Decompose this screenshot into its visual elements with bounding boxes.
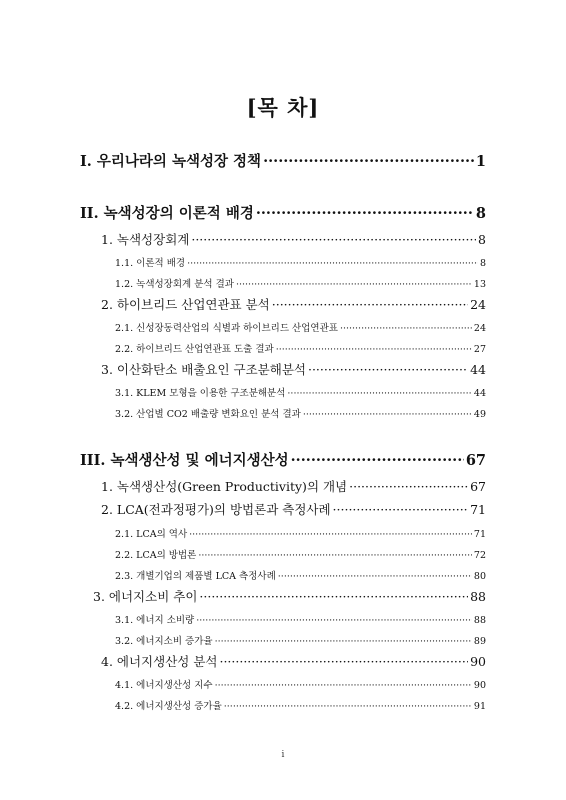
- toc-entry-subsection[interactable]: [115, 568, 486, 582]
- toc-entry-section[interactable]: [101, 360, 486, 378]
- toc-entry-section[interactable]: [93, 587, 486, 605]
- toc-entry-subsection[interactable]: [115, 612, 486, 626]
- toc-entry-page: 24: [473, 323, 486, 334]
- toc-entry-page: 49: [473, 409, 486, 420]
- dot-leader: [340, 323, 472, 334]
- toc-entry-label: 4. 에너지생산성 분석: [101, 654, 218, 669]
- toc-entry-label: 2.1. LCA의 역사: [115, 529, 188, 540]
- dot-leader: [256, 205, 474, 222]
- toc-entry-label: 3. 에너지소비 추이: [93, 589, 198, 604]
- toc-entry-label: 1. 녹색성장회계: [101, 232, 190, 247]
- toc-entry-label: 1.1. 이론적 배경: [115, 258, 186, 269]
- toc-entry-page: 88: [470, 589, 486, 604]
- dot-leader: [224, 701, 472, 712]
- dot-leader: [291, 452, 464, 469]
- toc-entry-label: 2. LCA(전과정평가)의 방법론과 측정사례: [101, 502, 331, 517]
- toc-entry-page: 8: [478, 232, 486, 247]
- toc-entry-subsection[interactable]: [115, 677, 486, 691]
- dot-leader: [198, 550, 472, 561]
- page-title: [목 차]: [246, 95, 320, 120]
- dot-leader: [333, 502, 469, 517]
- toc-entry-label: 4.2. 에너지생산성 증가율: [115, 701, 222, 712]
- toc-entry-page: 88: [473, 615, 486, 626]
- toc-entry-chapter[interactable]: [80, 150, 486, 171]
- toc-entry-chapter[interactable]: [80, 449, 486, 470]
- toc-entry-label: 2.2. 하이브리드 산업연관표 도출 결과: [115, 344, 274, 355]
- dot-leader: [196, 615, 472, 626]
- toc-entry-label: III. 녹색생산성 및 에너지생산성: [80, 452, 289, 469]
- dot-leader: [278, 571, 472, 582]
- toc-entry-label: 3.2. 에너지소비 증가율: [115, 636, 213, 647]
- dot-leader: [215, 636, 472, 647]
- toc-entry-page: 24: [470, 297, 486, 312]
- toc-entry-subsection[interactable]: [115, 547, 486, 561]
- dot-leader: [308, 362, 468, 377]
- toc-entry-label: I. 우리나라의 녹색성장 정책: [80, 153, 262, 170]
- toc-entry-subsection[interactable]: [115, 320, 486, 334]
- toc-entry-subsection[interactable]: [115, 276, 486, 290]
- toc-entry-subsection[interactable]: [115, 406, 486, 420]
- dot-leader: [272, 297, 468, 312]
- toc-entry-section[interactable]: [101, 230, 486, 248]
- toc-entry-label: 3.2. 산업별 CO2 배출량 변화요인 분석 결과: [115, 409, 301, 420]
- toc-entry-page: 1: [475, 153, 486, 170]
- toc-entry-page: 71: [470, 502, 486, 517]
- dot-leader: [219, 654, 468, 669]
- toc-entry-page: 27: [473, 344, 486, 355]
- dot-leader: [189, 529, 472, 540]
- toc-entry-subsection[interactable]: [115, 385, 486, 399]
- toc-entry-chapter[interactable]: [80, 202, 486, 223]
- dot-leader: [287, 388, 472, 399]
- toc-entry-page: 72: [473, 550, 486, 561]
- toc-entry-label: II. 녹색성장의 이론적 배경: [80, 205, 254, 222]
- toc-entry-label: 1. 녹색생산성(Green Productivity)의 개념: [101, 479, 348, 494]
- toc-entry-page: 44: [473, 388, 486, 399]
- dot-leader: [236, 279, 472, 290]
- dot-leader: [187, 258, 478, 269]
- toc-entry-page: 8: [479, 258, 486, 269]
- toc-entry-page: 44: [470, 362, 486, 377]
- toc-entry-label: 2. 하이브리드 산업연관표 분석: [101, 297, 270, 312]
- toc-entry-subsection[interactable]: [115, 698, 486, 712]
- toc-entry-label: 3.1. 에너지 소비량: [115, 615, 195, 626]
- toc-entry-page: 71: [473, 529, 486, 540]
- dot-leader: [263, 153, 474, 170]
- dot-leader: [349, 479, 468, 494]
- toc-entry-subsection[interactable]: [115, 255, 486, 269]
- toc-entry-section[interactable]: [101, 652, 486, 670]
- toc-entry-section[interactable]: [101, 477, 486, 495]
- toc-entry-page: 67: [465, 452, 486, 469]
- toc-entry-label: 3.1. KLEM 모형을 이용한 구조분해분석: [115, 388, 286, 399]
- toc-entry-label: 2.3. 개별기업의 제품별 LCA 측정사례: [115, 571, 276, 582]
- toc-entry-subsection[interactable]: [115, 526, 486, 540]
- page-number: i: [281, 750, 285, 760]
- toc-entry-label: 2.1. 신성장동력산업의 식별과 하이브리드 산업연관표: [115, 323, 338, 334]
- toc-entry-page: 8: [475, 205, 486, 222]
- dot-leader: [199, 589, 468, 604]
- toc-entry-label: 2.2. LCA의 방법론: [115, 550, 197, 561]
- dot-leader: [191, 232, 476, 247]
- toc-entry-page: 67: [470, 479, 486, 494]
- toc-entry-label: 4.1. 에너지생산성 지수: [115, 680, 213, 691]
- toc-entry-page: 91: [473, 701, 486, 712]
- toc-entry-page: 90: [470, 654, 486, 669]
- toc-entry-page: 89: [473, 636, 486, 647]
- dot-leader: [215, 680, 472, 691]
- toc-entry-page: 90: [473, 680, 486, 691]
- toc-entry-page: 80: [473, 571, 486, 582]
- toc-entry-label: 3. 이산화탄소 배출요인 구조분해분석: [101, 362, 306, 377]
- dot-leader: [303, 409, 472, 420]
- toc-entry-subsection[interactable]: [115, 341, 486, 355]
- toc-entry-subsection[interactable]: [115, 633, 486, 647]
- toc-entry-section[interactable]: [101, 295, 486, 313]
- toc-entry-label: 1.2. 녹색성장회계 분석 결과: [115, 279, 234, 290]
- dot-leader: [276, 344, 472, 355]
- toc-entry-section[interactable]: [101, 500, 486, 518]
- toc-entry-page: 13: [473, 279, 486, 290]
